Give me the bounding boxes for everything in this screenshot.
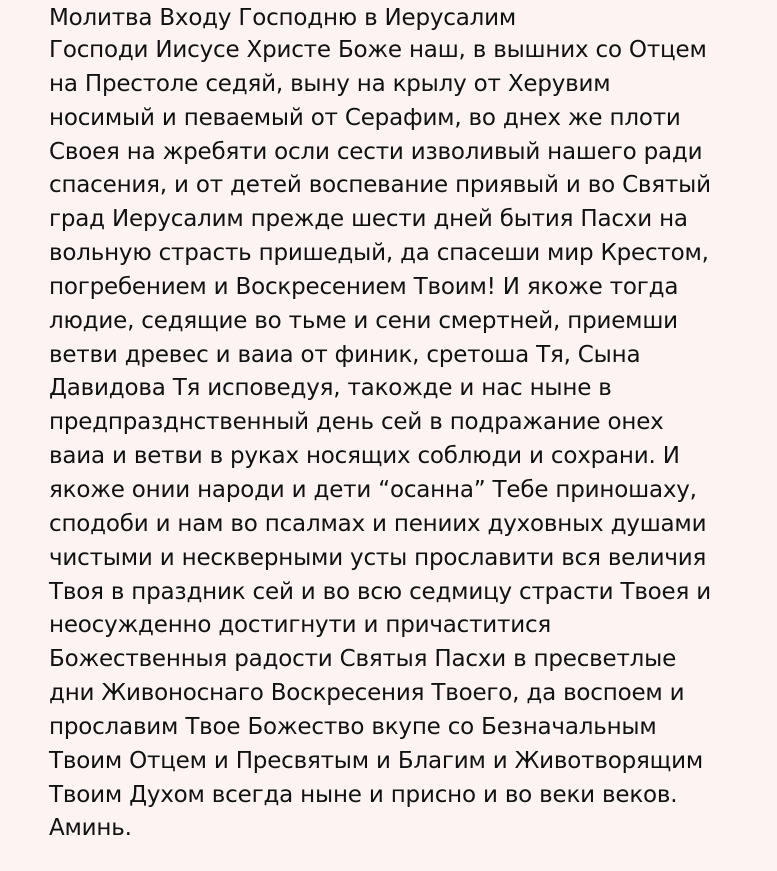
text-line: Твоим Духом всегда ныне и присно и во веки веков. <box>49 781 678 808</box>
text-line: спасения, и от детей воспевание приявый и во Святый <box>49 172 711 199</box>
text-line: Твоим Отцем и Пресвятым и Благим и Животворящим <box>49 747 703 774</box>
text-line: дни Живоноснаго Воскресения Твоего, да воспоем и <box>49 680 685 707</box>
text-line: чистыми и нескверными усты прославити вся величия <box>49 544 707 571</box>
text-line: Твоя в праздник сей и во всю седмицу страсти Твоея и <box>49 578 712 605</box>
text-line: носимый и певаемый от Серафим, во днех же плоти <box>49 104 681 131</box>
text-line: Давидова Тя исповедуя, такожде и нас ныне в <box>49 375 612 402</box>
text-line: Аминь. <box>49 815 132 842</box>
text-line: на Престоле седяй, выну на крылу от Херувим <box>49 70 611 97</box>
text-line: Божественныя радости Святыя Пасхи в пресветлые <box>49 646 677 673</box>
text-line: людие, седящие во тьме и сени смертней, приемши <box>49 307 678 334</box>
prayer-text <box>49 34 747 846</box>
text-line: сподоби и нам во псалмах и пениих духовных душами <box>49 510 707 537</box>
text-line: ветви древес и ваиа от финик, сретоша Тя, Сына <box>49 341 641 368</box>
text-line: неосужденно достигнути и причаститися <box>49 612 552 639</box>
text-line: якоже онии народи и дети “осанна” Тебе приношаху, <box>49 476 697 503</box>
text-line: град Иерусалим прежде шести дней бытия Пасхи на <box>49 206 688 233</box>
text-line: погребением и Воскресением Твоим! И якоже тогда <box>49 273 679 300</box>
text-line: прославим Твое Божество вкупе со Безначальным <box>49 713 657 740</box>
text-line: предпразднственный день сей в подражание онех <box>49 409 664 436</box>
prayer-title: Молитва Входу Господню в Иерусалим <box>49 5 517 31</box>
text-line: Господи Иисусе Христе Боже наш, в вышних со Отцем <box>49 37 707 63</box>
text-line: Своея на жребяти осли сести изволивый нашего ради <box>49 138 703 165</box>
text-line: вольную страсть пришедый, да спасеши мир Крестом, <box>49 240 709 267</box>
text-line: ваиа и ветви в руках носящих соблюди и сохрани. И <box>49 443 680 470</box>
